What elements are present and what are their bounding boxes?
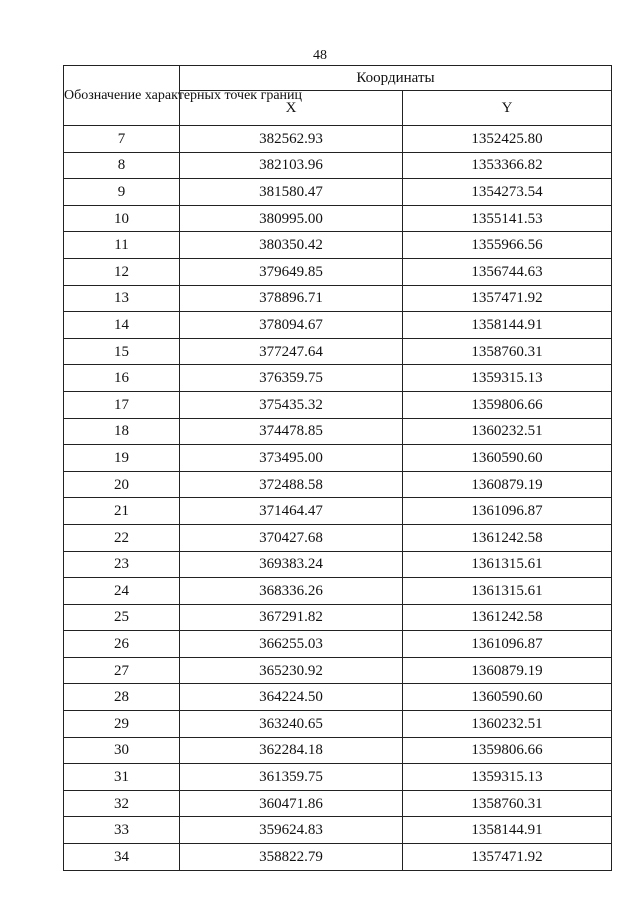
x-coordinate-cell: 380350.42 [180,232,403,259]
point-cell: 22 [64,524,180,551]
y-coordinate-cell: 1361315.61 [403,551,612,578]
table-row [64,179,612,206]
point-cell: 9 [64,179,180,206]
x-coordinate-cell: 362284.18 [180,737,403,764]
table-header [64,66,612,126]
x-coordinate-cell: 378896.71 [180,285,403,312]
y-coordinate-cell: 1353366.82 [403,152,612,179]
table-row [64,152,612,179]
y-coordinate-cell: 1360879.19 [403,471,612,498]
y-coordinate-cell: 1360590.60 [403,445,612,472]
table-row [64,790,612,817]
point-cell: 16 [64,365,180,392]
table-row [64,498,612,525]
table-row [64,418,612,445]
table-row [64,604,612,631]
point-cell: 13 [64,285,180,312]
y-coordinate-cell: 1357471.92 [403,285,612,312]
x-coordinate-cell: 374478.85 [180,418,403,445]
point-cell: 11 [64,232,180,259]
point-cell: 12 [64,258,180,285]
y-coordinate-cell: 1358144.91 [403,312,612,339]
table-row [64,684,612,711]
y-coordinate-cell: 1352425.80 [403,126,612,153]
point-cell: 29 [64,711,180,738]
table-row [64,657,612,684]
table-row [64,844,612,871]
header-row-1 [64,66,612,91]
point-cell: 23 [64,551,180,578]
x-coordinate-cell: 375435.32 [180,391,403,418]
point-cell: 32 [64,790,180,817]
y-coordinate-cell: 1361242.58 [403,524,612,551]
y-column-header: Y [403,91,612,126]
y-coordinate-cell: 1360879.19 [403,657,612,684]
point-cell: 8 [64,152,180,179]
x-coordinate-cell: 366255.03 [180,631,403,658]
x-coordinate-cell: 360471.86 [180,790,403,817]
x-coordinate-cell: 368336.26 [180,578,403,605]
table-row [64,551,612,578]
x-coordinate-cell: 363240.65 [180,711,403,738]
table-row [64,578,612,605]
point-cell: 19 [64,445,180,472]
point-cell: 20 [64,471,180,498]
point-designation-header: Обозначение характерных точек границ [64,66,180,126]
point-cell: 17 [64,391,180,418]
x-coordinate-cell: 381580.47 [180,179,403,206]
point-cell: 34 [64,844,180,871]
table-row [64,524,612,551]
point-cell: 28 [64,684,180,711]
table-row [64,711,612,738]
x-coordinate-cell: 382562.93 [180,126,403,153]
y-coordinate-cell: 1358760.31 [403,790,612,817]
x-coordinate-cell: 371464.47 [180,498,403,525]
y-coordinate-cell: 1361096.87 [403,498,612,525]
y-coordinate-cell: 1361242.58 [403,604,612,631]
x-coordinate-cell: 377247.64 [180,338,403,365]
page-number: 48 [313,48,327,63]
point-cell: 27 [64,657,180,684]
point-cell: 10 [64,205,180,232]
x-coordinate-cell: 378094.67 [180,312,403,339]
x-coordinate-cell: 376359.75 [180,365,403,392]
table-row [64,764,612,791]
y-coordinate-cell: 1359806.66 [403,737,612,764]
point-cell: 31 [64,764,180,791]
y-coordinate-cell: 1360232.51 [403,418,612,445]
x-coordinate-cell: 369383.24 [180,551,403,578]
y-coordinate-cell: 1355141.53 [403,205,612,232]
y-coordinate-cell: 1358144.91 [403,817,612,844]
x-coordinate-cell: 359624.83 [180,817,403,844]
point-cell: 26 [64,631,180,658]
y-coordinate-cell: 1355966.56 [403,232,612,259]
y-coordinate-cell: 1358760.31 [403,338,612,365]
x-coordinate-cell: 370427.68 [180,524,403,551]
y-coordinate-cell: 1357471.92 [403,844,612,871]
x-coordinate-cell: 361359.75 [180,764,403,791]
point-cell: 30 [64,737,180,764]
table-row [64,338,612,365]
x-column-header: X [180,91,403,126]
point-cell: 7 [64,126,180,153]
table-row [64,232,612,259]
y-coordinate-cell: 1356744.63 [403,258,612,285]
y-coordinate-cell: 1359315.13 [403,764,612,791]
table-row [64,205,612,232]
coordinates-header: Координаты [180,66,612,91]
x-coordinate-cell: 365230.92 [180,657,403,684]
y-coordinate-cell: 1354273.54 [403,179,612,206]
y-coordinate-cell: 1361096.87 [403,631,612,658]
point-cell: 18 [64,418,180,445]
point-cell: 25 [64,604,180,631]
table-row [64,258,612,285]
table-row [64,126,612,153]
x-coordinate-cell: 382103.96 [180,152,403,179]
table-row [64,471,612,498]
coordinates-table [63,65,612,871]
x-coordinate-cell: 373495.00 [180,445,403,472]
y-coordinate-cell: 1359806.66 [403,391,612,418]
table-row [64,312,612,339]
y-coordinate-cell: 1361315.61 [403,578,612,605]
point-cell: 14 [64,312,180,339]
x-coordinate-cell: 372488.58 [180,471,403,498]
table-body [64,126,612,871]
table-row [64,365,612,392]
point-cell: 24 [64,578,180,605]
table-row [64,445,612,472]
table-row [64,817,612,844]
y-coordinate-cell: 1360590.60 [403,684,612,711]
x-coordinate-cell: 367291.82 [180,604,403,631]
x-coordinate-cell: 364224.50 [180,684,403,711]
point-cell: 15 [64,338,180,365]
table-row [64,391,612,418]
x-coordinate-cell: 379649.85 [180,258,403,285]
x-coordinate-cell: 380995.00 [180,205,403,232]
y-coordinate-cell: 1360232.51 [403,711,612,738]
x-coordinate-cell: 358822.79 [180,844,403,871]
table-row [64,631,612,658]
table-row [64,285,612,312]
point-cell: 33 [64,817,180,844]
y-coordinate-cell: 1359315.13 [403,365,612,392]
point-cell: 21 [64,498,180,525]
table-row [64,737,612,764]
